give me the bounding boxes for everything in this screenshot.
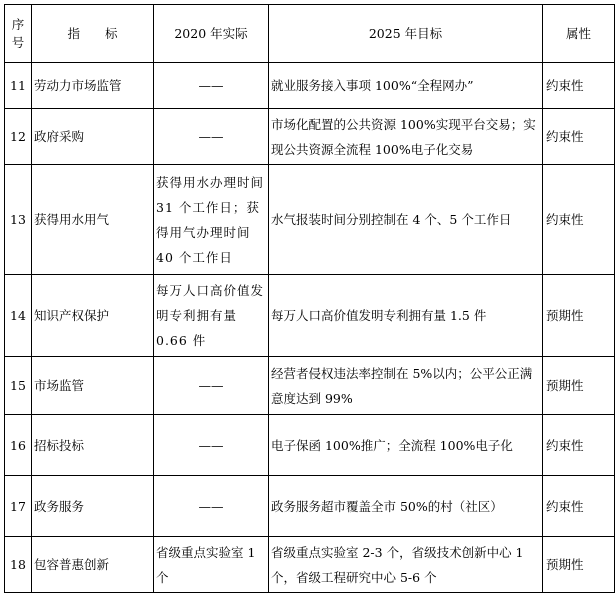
row-target: 水气报装时间分别控制在 4 个、5 个工作日 xyxy=(269,165,543,275)
row-no: 11 xyxy=(5,63,32,109)
row-actual: 获得用水办理时间 31 个工作日；获得用气办理时间 40 个工作日 xyxy=(154,165,269,275)
row-no: 12 xyxy=(5,109,32,165)
table-row xyxy=(5,165,615,275)
table-row xyxy=(5,357,615,415)
header-target: 2025 年目标 xyxy=(269,5,543,63)
row-indicator: 政府采购 xyxy=(32,109,154,165)
row-attr: 预期性 xyxy=(543,357,615,415)
row-no: 18 xyxy=(5,537,32,593)
row-target: 经营者侵权违法率控制在 5%以内；公平公正满意度达到 99% xyxy=(269,357,543,415)
row-actual: 每万人口高价值发明专利拥有量 0.66 件 xyxy=(154,275,269,357)
header-actual: 2020 年实际 xyxy=(154,5,269,63)
row-actual: —— xyxy=(154,109,269,165)
header-indicator: 指 标 xyxy=(32,5,154,63)
row-target: 市场化配置的公共资源 100%实现平台交易；实现公共资源全流程 100%电子化交易 xyxy=(269,109,543,165)
row-target: 电子保函 100%推广；全流程 100%电子化 xyxy=(269,415,543,476)
row-indicator: 政务服务 xyxy=(32,476,154,537)
row-no: 13 xyxy=(5,165,32,275)
row-indicator: 知识产权保护 xyxy=(32,275,154,357)
row-no: 15 xyxy=(5,357,32,415)
row-indicator: 包容普惠创新 xyxy=(32,537,154,593)
row-attr: 约束性 xyxy=(543,476,615,537)
row-actual: 省级重点实验室 1 个 xyxy=(154,537,269,593)
row-target: 省级重点实验室 2-3 个，省级技术创新中心 1 个，省级工程研究中心 5-6 个 xyxy=(269,537,543,593)
table-row xyxy=(5,109,615,165)
indicators-table xyxy=(4,4,615,593)
row-attr: 约束性 xyxy=(543,165,615,275)
row-attr: 约束性 xyxy=(543,415,615,476)
row-indicator: 劳动力市场监管 xyxy=(32,63,154,109)
row-no: 17 xyxy=(5,476,32,537)
row-actual: —— xyxy=(154,63,269,109)
row-indicator: 市场监管 xyxy=(32,357,154,415)
row-attr: 预期性 xyxy=(543,275,615,357)
row-target: 就业服务接入事项 100%“全程网办” xyxy=(269,63,543,109)
header-row xyxy=(5,5,615,63)
table-row xyxy=(5,63,615,109)
row-attr: 约束性 xyxy=(543,63,615,109)
table-row xyxy=(5,476,615,537)
row-no: 14 xyxy=(5,275,32,357)
table-row xyxy=(5,415,615,476)
row-actual: —— xyxy=(154,415,269,476)
table-row xyxy=(5,537,615,593)
row-target: 每万人口高价值发明专利拥有量 1.5 件 xyxy=(269,275,543,357)
header-no: 序号 xyxy=(5,5,32,63)
row-actual: —— xyxy=(154,357,269,415)
row-actual: —— xyxy=(154,476,269,537)
header-attr: 属性 xyxy=(543,5,615,63)
row-no: 16 xyxy=(5,415,32,476)
table-row xyxy=(5,275,615,357)
row-indicator: 获得用水用气 xyxy=(32,165,154,275)
row-attr: 约束性 xyxy=(543,109,615,165)
row-indicator: 招标投标 xyxy=(32,415,154,476)
row-attr: 预期性 xyxy=(543,537,615,593)
row-target: 政务服务超市覆盖全市 50%的村（社区） xyxy=(269,476,543,537)
